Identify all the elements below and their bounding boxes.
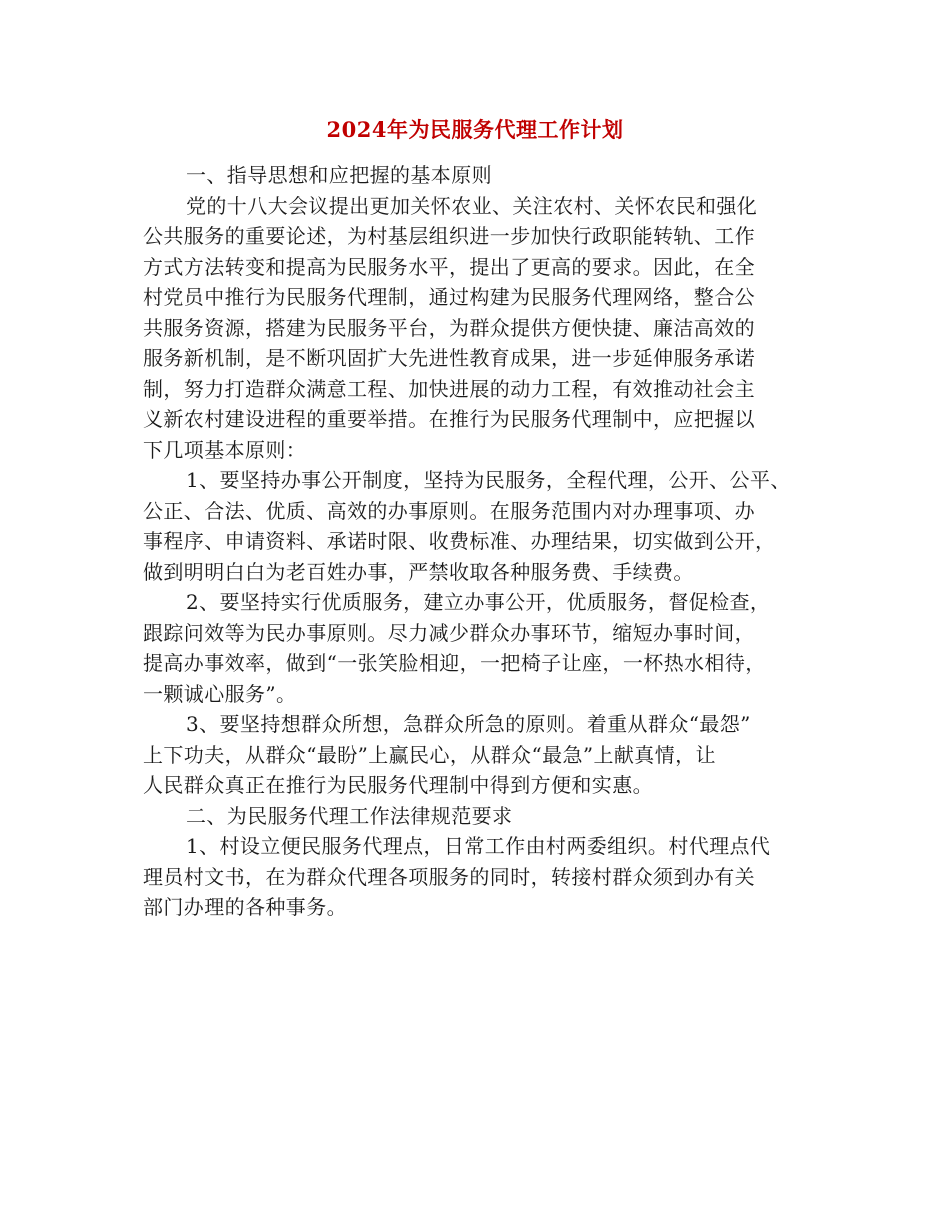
text-line: 2、要坚持实行优质服务，建立办事公开，优质服务，督促检查， <box>186 590 771 614</box>
text-line: 一颗诚心服务”。 <box>143 681 297 706</box>
text-line: 方式方法转变和提高为民服务水平，提出了更高的要求。因此，在全 <box>143 254 755 279</box>
text-line: 义新农村建设进程的重要举措。在推行为民服务代理制中，应把握以 <box>143 407 755 431</box>
text-line: 事程序、申请资料、承诺时限、收费标准、办理结果，切实做到公开， <box>143 529 776 553</box>
text-line: 部门办理的各种事务。 <box>143 895 347 919</box>
text-line: 公共服务的重要论述，为村基层组织进一步加快行政职能转轨、工作 <box>143 224 755 248</box>
text-line: 制，努力打造群众满意工程、加快进展的动力工程，有效推动社会主 <box>143 376 755 401</box>
text-line: 跟踪问效等为民办事原则。尽力减少群众办事环节，缩短办事时间， <box>143 620 755 645</box>
text-line: 一、指导思想和应把握的基本原则 <box>186 163 492 187</box>
text-line: 下几项基本原则： <box>143 437 307 462</box>
document-body <box>143 160 823 923</box>
text-line: 上下功夫，从群众“最盼”上赢民心，从群众“最急”上献真情，让 <box>143 742 716 767</box>
text-line: 公正、合法、优质、高效的办事原则。在服务范围内对办理事项、办 <box>143 498 755 523</box>
text-line: 村党员中推行为民服务代理制，通过构建为民服务代理网络，整合公 <box>143 285 755 309</box>
text-line: 服务新机制，是不断巩固扩大先进性教育成果，进一步延伸服务承诺 <box>143 346 755 370</box>
text-line: 理员村文书，在为群众代理各项服务的同时，转接村群众须到办有关 <box>143 864 755 889</box>
text-line: 1、村设立便民服务代理点，日常工作由村两委组织。村代理点代 <box>186 834 771 858</box>
text-line: 共服务资源，搭建为民服务平台，为群众提供方便快捷、廉洁高效的 <box>143 315 755 340</box>
text-line: 党的十八大会议提出更加关怀农业、关注农村、关怀农民和强化 <box>186 193 758 218</box>
text-line: 提高办事效率，做到“一张笑脸相迎，一把椅子让座，一杯热水相待， <box>143 651 766 675</box>
text-line: 二、为民服务代理工作法律规范要求 <box>186 803 513 828</box>
text-line: 1、要坚持办事公开制度，坚持为民服务，全程代理，公开、公平、 <box>186 468 791 492</box>
text-line: 人民群众真正在推行为民服务代理制中得到方便和实惠。 <box>143 773 653 797</box>
document-title: 2024年为民服务代理工作计划 <box>326 117 624 142</box>
text-line: 3、要坚持想群众所想，急群众所急的原则。着重从群众“最怨” <box>186 712 751 736</box>
text-line: 做到明明白白为老百姓办事，严禁收取各种服务费、手续费。 <box>143 559 694 584</box>
